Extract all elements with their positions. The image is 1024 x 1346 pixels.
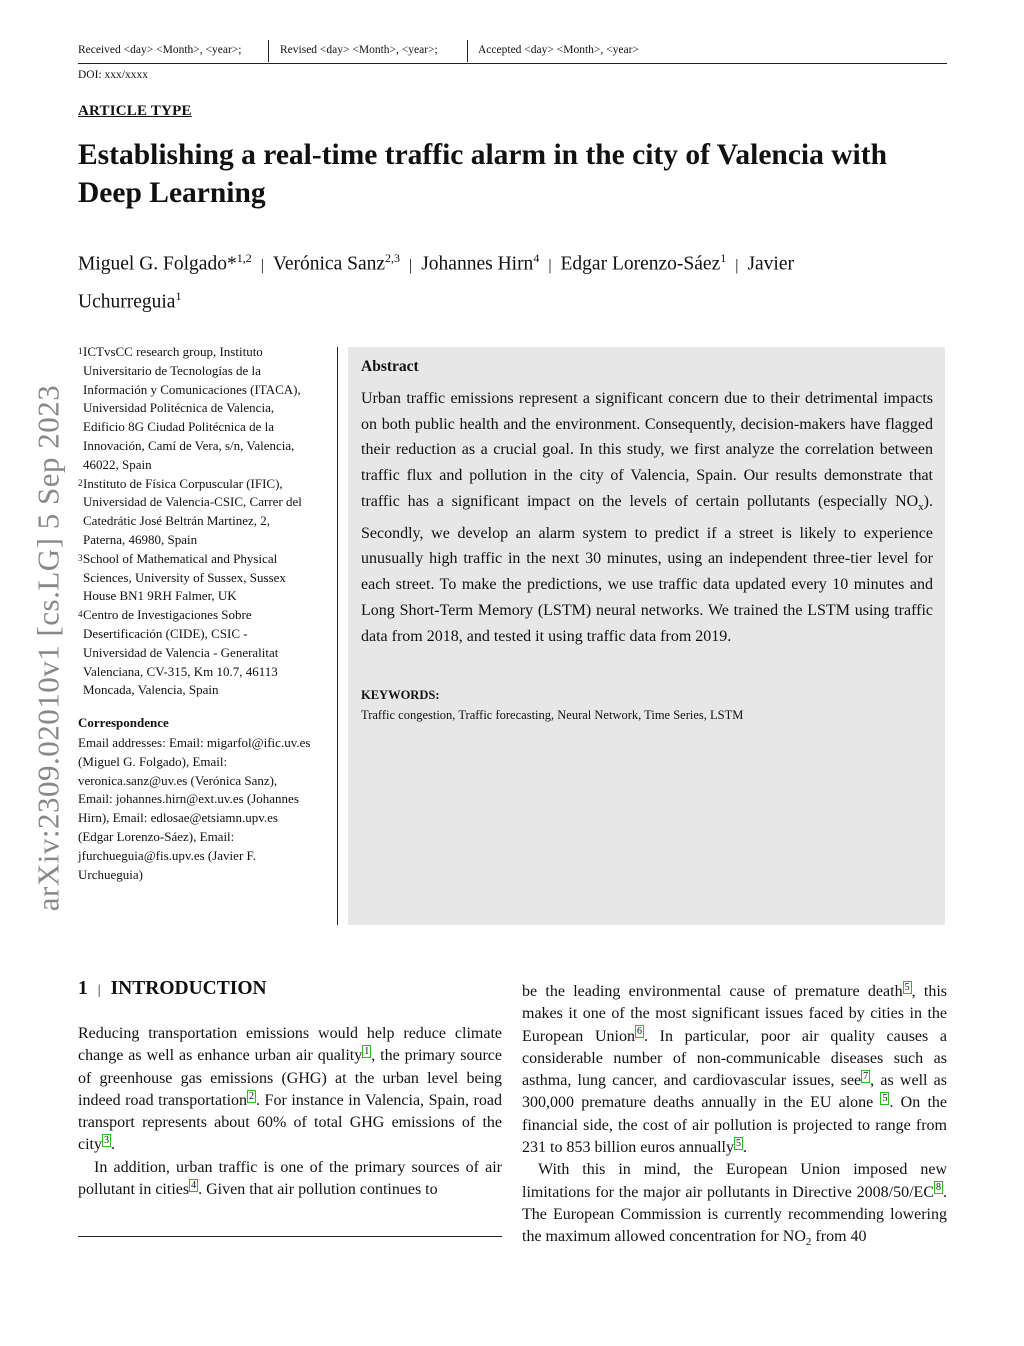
affiliation-number: 1	[78, 346, 83, 356]
text: In addition, urban traffic is one of the primary sources of air pollutant in cities	[78, 1158, 502, 1199]
header-dates	[78, 44, 946, 62]
author-name: Johannes Hirn	[421, 253, 534, 275]
author-affil: 1	[720, 251, 727, 265]
affiliation-line: Universitario de Tecnologías de la	[83, 362, 261, 378]
body-column-left	[78, 1023, 502, 1201]
paragraph	[78, 1157, 502, 1202]
text: from 40	[811, 1228, 867, 1246]
affiliation-line: Paterna, 46980, Spain	[83, 531, 198, 547]
footnote-rule	[78, 1236, 502, 1237]
affiliation-line: 46022, Spain	[83, 456, 152, 472]
affiliation-line: Sciences, University of Sussex, Sussex	[83, 569, 286, 585]
correspondence-line: Hirn), Email: edlosae@etsiamn.upv.es	[78, 810, 278, 826]
author-separator: |	[260, 256, 264, 274]
author-separator: |	[409, 256, 413, 274]
arxiv-stamp	[30, 356, 66, 940]
correspondence-title: Correspondence	[78, 715, 169, 730]
text: . The European Commission is currently recommending lowering the maximum allowed concentration for NO	[522, 1183, 947, 1246]
keywords-title: KEYWORDS:	[361, 688, 440, 702]
abstract-title: Abstract	[361, 358, 419, 375]
text: With this in mind, the European Union imposed new limitations for the major air pollutants in Directive 2008/50/EC	[522, 1161, 947, 1201]
paragraph	[522, 1159, 947, 1253]
text: , as well as 300,000 premature deaths annually in the EU alone	[522, 1072, 948, 1112]
section-heading	[78, 978, 267, 1000]
affiliation-line: Valenciana, CV-315, Km 10.7, 46113	[83, 663, 278, 679]
keywords: Traffic congestion, Traffic forecasting, Neural Network, Time Series, LSTM	[361, 708, 744, 722]
header-separator	[467, 40, 468, 62]
affiliation	[78, 550, 328, 606]
title-line: Establishing a real-time traffic alarm in the city of Valencia with	[78, 139, 887, 171]
paragraph	[522, 981, 947, 1159]
correspondence-line: Email: johannes.hirn@ext.uv.es (Johannes	[78, 791, 299, 807]
abstract-text-part: Urban traffic emissions represent a significant concern due to their detrimental impacts on both public health and the environment. Consequently, decision-makers have flagged their reduction as a crucial goal. In this study, we first analyze the correlation between traffic flux and pollution in the city of Valencia, Spain. Our results demonstrate that traffic has a significant impact on the levels of certain pollutants (especially NO	[361, 390, 933, 510]
citation-link[interactable]: 6	[636, 1026, 642, 1038]
paragraph	[78, 1023, 502, 1157]
subscript: x	[918, 501, 924, 513]
affiliation-line: Universidad de Valencia - Generalitat	[83, 644, 279, 660]
author-affil: 1,2	[236, 251, 252, 265]
paper-title	[78, 136, 958, 212]
article-type: ARTICLE TYPE	[78, 103, 192, 119]
author-name: Verónica Sanz	[272, 253, 385, 275]
author-name: Miguel G. Folgado*	[78, 253, 237, 275]
header-rule	[78, 63, 947, 64]
revised-date: Revised <day> <Month>, <year>;	[280, 44, 438, 56]
author-name: Edgar Lorenzo-Sáez	[560, 253, 721, 275]
affiliation-line: Universidad de Valencia-CSIC, Carrer del	[83, 494, 302, 510]
affiliation-line: Universidad Politécnica de Valencia,	[83, 400, 275, 416]
text: .	[742, 1139, 747, 1157]
affiliations	[78, 343, 328, 700]
text: Reducing transportation emissions would help reduce climate change as well as enhance urban air quality	[78, 1025, 502, 1065]
section-title: INTRODUCTION	[110, 978, 267, 999]
citation-link[interactable]: 3	[104, 1135, 109, 1147]
affiliation-line: Innovación, Camí de Vera, s/n, Valencia,	[83, 437, 295, 453]
affiliation	[78, 343, 328, 475]
text: , the primary source of greenhouse gas emissions (GHG) at the urban level being indeed road transportation	[78, 1047, 503, 1109]
affiliation-line: Instituto de Física Corpuscular (IFIC),	[83, 475, 283, 491]
citation-link[interactable]: 7	[863, 1070, 869, 1082]
text: . On the financial side, the cost of air pollution is projected to range from 231 to 853 billion euros annually	[522, 1094, 947, 1157]
author-affil: 1	[175, 288, 182, 303]
citation-link[interactable]: 5	[904, 981, 910, 993]
text: , this makes it one of the most significant issues faced by cities in the European Union	[522, 983, 948, 1045]
citation-link[interactable]: 5	[882, 1093, 888, 1105]
text: be the leading environmental cause of premature death	[522, 983, 903, 1000]
correspondence-line: (Edgar Lorenzo-Sáez), Email:	[78, 828, 235, 844]
correspondence-line: Email addresses: Email: migarfol@ific.uv.es	[78, 735, 311, 750]
correspondence-line: jfurchueguia@fis.upv.es (Javier F.	[78, 847, 256, 863]
correspondence-line: veronica.sanz@uv.es (Verónica Sanz),	[78, 772, 278, 788]
text: . Given that air pollution continues to	[198, 1181, 438, 1199]
affiliation-line: House BN1 9RH Falmer, UK	[83, 588, 237, 604]
citation-link[interactable]: 5	[735, 1137, 741, 1149]
author-affil: 4	[533, 251, 540, 265]
author-affil: 2,3	[385, 251, 400, 265]
affiliation-number: 3	[78, 552, 83, 563]
author-separator: |	[735, 256, 739, 274]
text: . In particular, poor air quality causes a considerable number of non-communicable diseases such as asthma, lung cancer, and cardiovascular issues, see	[522, 1027, 948, 1090]
arxiv-stamp-text: arXiv:2309.02010v1 [cs.LG] 5 Sep 2023	[30, 384, 65, 912]
title-line: Deep Learning	[78, 177, 266, 209]
affiliation	[78, 475, 328, 550]
citation-link[interactable]: 2	[249, 1090, 255, 1102]
affiliation-line: Catedrátic José Beltrán Martinez, 2,	[83, 513, 270, 529]
correspondence-text	[78, 734, 328, 884]
affiliation-line: School of Mathematical and Physical	[83, 550, 278, 566]
citation-link[interactable]: 4	[191, 1179, 197, 1191]
text: . For instance in Valencia, Spain, road transport represents about 60% of total GHG emissions of the city	[78, 1091, 502, 1154]
citation-link[interactable]: 1	[364, 1045, 370, 1057]
section-separator: |	[97, 983, 101, 998]
correspondence-line: (Miguel G. Folgado), Email:	[78, 753, 228, 769]
text: .	[111, 1136, 115, 1154]
received-date: Received <day> <Month>, <year>;	[78, 44, 242, 56]
correspondence-line: Urchueguia)	[78, 866, 143, 882]
citation-link[interactable]: 8	[936, 1182, 941, 1194]
doi: DOI: xxx/xxxx	[78, 69, 148, 81]
affiliation	[78, 606, 328, 700]
affiliation-number: 4	[78, 609, 83, 620]
affiliation-line: Centro de Investigaciones Sobre	[83, 607, 252, 623]
abstract-text	[361, 386, 933, 649]
author-name: Javier	[747, 253, 794, 275]
author-separator: |	[548, 256, 552, 274]
accepted-date: Accepted <day> <Month>, <year>	[478, 44, 639, 56]
affiliation-line: Información y Comunicaciones (ITACA),	[83, 381, 301, 397]
column-divider	[337, 347, 338, 925]
section-number: 1	[78, 978, 88, 999]
body-column-right	[522, 981, 947, 1254]
affiliation-number: 2	[78, 477, 83, 488]
header-separator	[268, 40, 269, 62]
author-list	[78, 243, 958, 317]
affiliation-line: ICTvsCC research group, Instituto	[83, 344, 263, 359]
subscript: 2	[805, 1236, 812, 1249]
affiliation-line: Moncada, Valencia, Spain	[83, 682, 219, 698]
affiliation-line: Edificio 8G Ciudad Politécnica de la	[83, 419, 274, 435]
author-name: Uchurreguia	[78, 291, 176, 312]
abstract-text-part: ). Secondly, we develop an alarm system to predict if a street is likely to experience unusually high traffic in the next 30 minutes, using an independent three-tier level for each street. To make the predictions, we use traffic data updated every 10 minutes and Long Short-Term Memory (LSTM) neural networks. We trained the LSTM using traffic data from 2018, and tested it using traffic data from 2019.	[361, 492, 933, 645]
affiliation-line: Desertificación (CIDE), CSIC -	[83, 625, 248, 641]
